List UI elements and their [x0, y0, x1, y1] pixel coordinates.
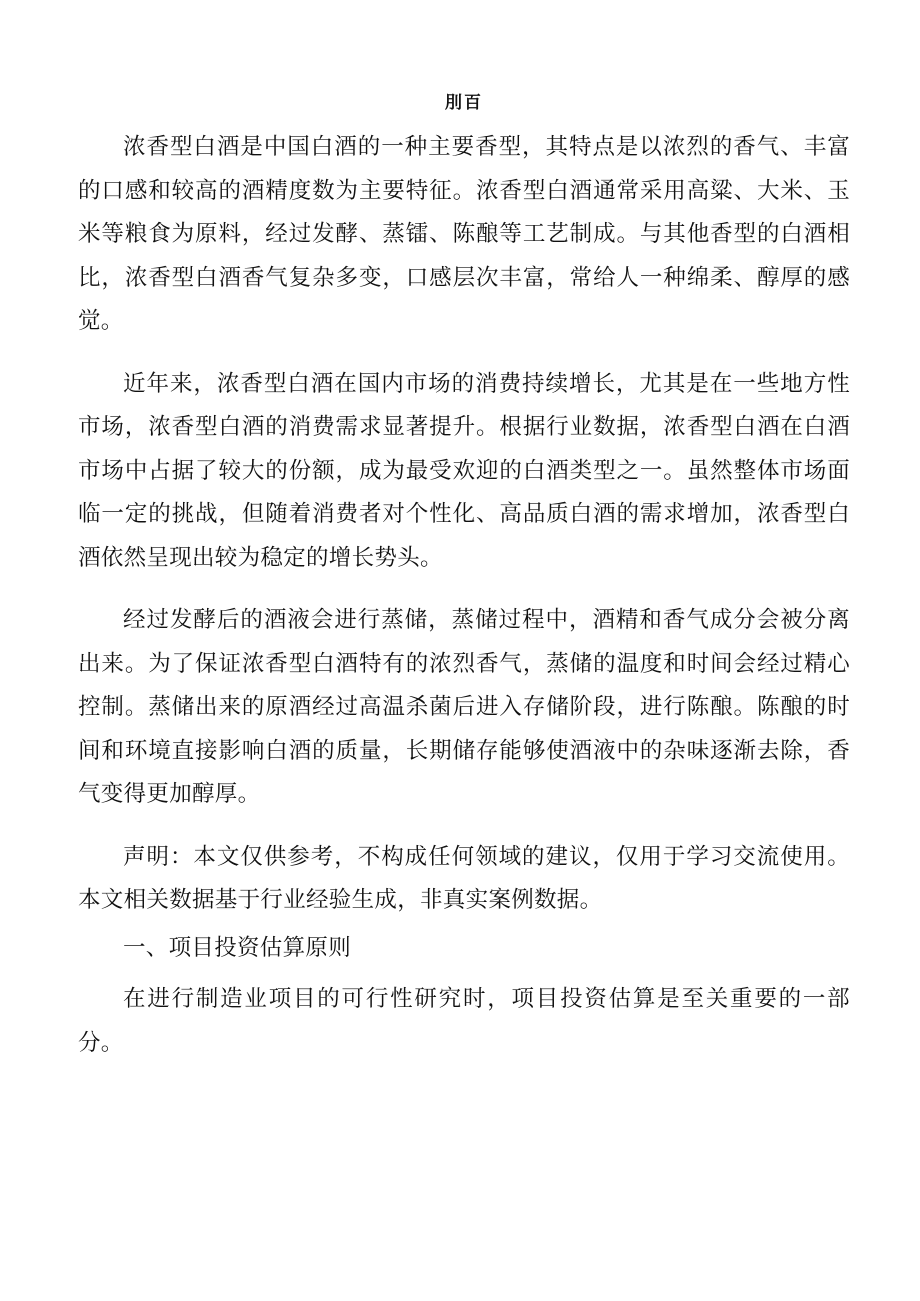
- section-paragraph: 在进行制造业项目的可行性研究时，项目投资估算是至关重要的一部分。: [78, 986, 850, 1056]
- market-paragraph: 近年来，浓香型白酒在国内市场的消费持续增长，尤其是在一些地方性市场，浓香型白酒的消费需求显著提升。根据行业数据，浓香型白酒在白酒市场中占据了较大的份额，成为最受欢迎的白酒类型之一。虽然整体市场面临一定的挑战，但随着消费者对个性化、高品质白酒的需求增加，浓香型白酒依然呈现出较为稳定的增长势头。: [78, 370, 850, 571]
- page-title: 刖百: [445, 93, 483, 113]
- disclaimer-paragraph: 声明：本文仅供参考，不构成任何领域的建议，仅用于学习交流使用。本文相关数据基于行业经验生成，非真实案例数据。: [78, 843, 850, 913]
- intro-paragraph: 浓香型白酒是中国白酒的一种主要香型，其特点是以浓烈的香气、丰富的口感和较高的酒精度数为主要特征。浓香型白酒通常采用高粱、大米、玉米等粮食为原料，经过发酵、蒸镭、陈酿等工艺制成。与其他香型的白酒相比，浓香型白酒香气复杂多变，口感层次丰富，常给人一种绵柔、醇厚的感觉。: [78, 134, 850, 334]
- document-page: [78, 92, 850, 1084]
- section-heading: 一、项目投资估算原则: [123, 934, 352, 961]
- distillation-paragraph: 经过发酵后的酒液会进行蒸储，蒸储过程中，酒精和香气成分会被分离出来。为了保证浓香型白酒特有的浓烈香气，蒸储的温度和时间会经过精心控制。蒸储出来的原酒经过高温杀菌后进入存储阶段，进行陈酿。陈酿的时间和环境直接影响白酒的质量，长期储存能够使酒液中的杂味逐渐去除，香气变得更加醇厚。: [78, 607, 850, 807]
